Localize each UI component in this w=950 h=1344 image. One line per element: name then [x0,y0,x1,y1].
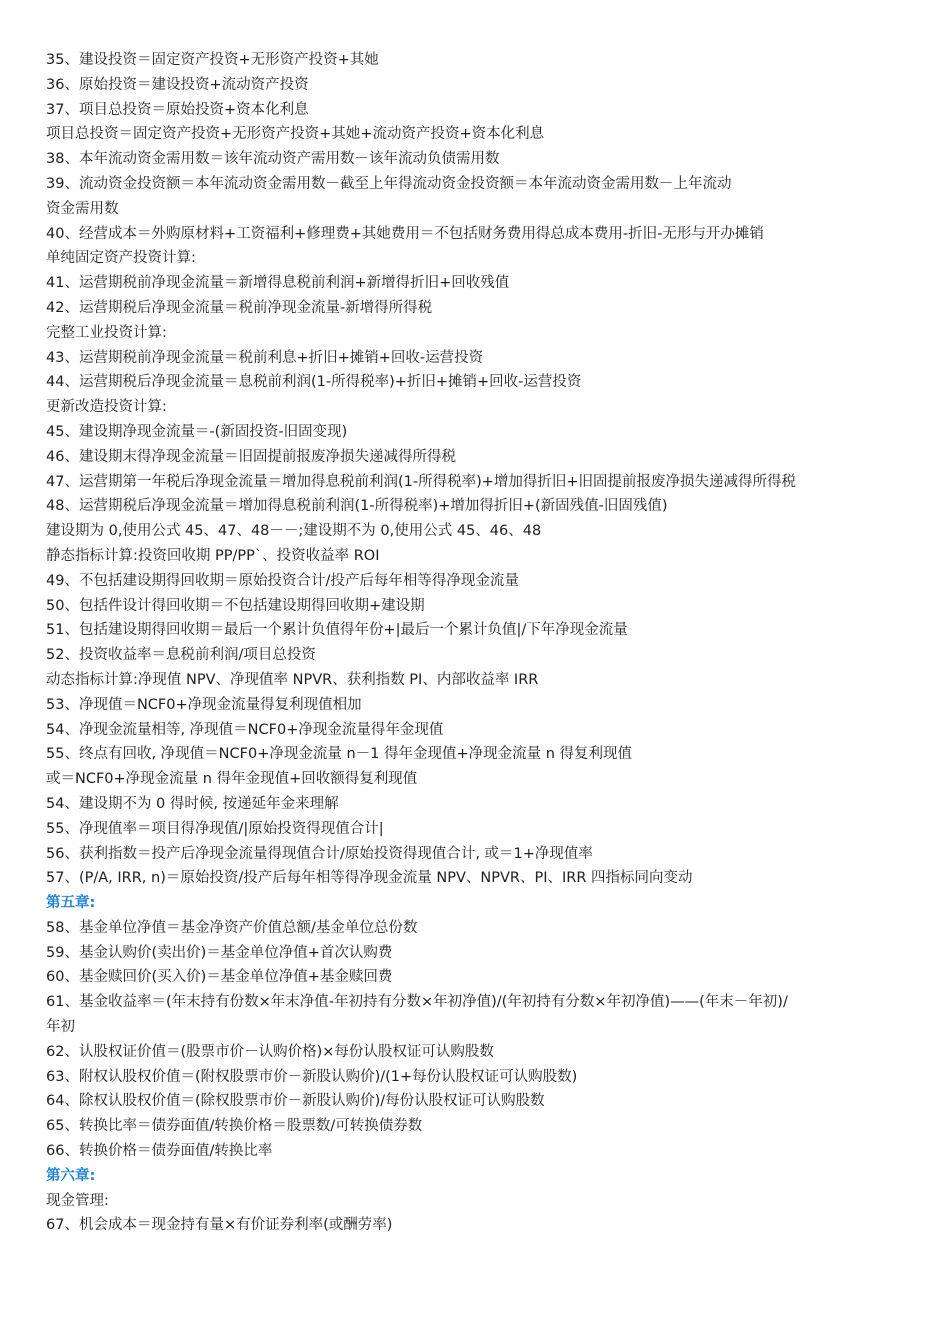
text-line: 38、本年流动资金需用数＝该年流动资产需用数－该年流动负债需用数 [46,151,500,168]
text-line: 或＝NCF0+净现金流量 n 得年金现值+回收额得复利现值 [46,771,418,788]
text-line: 35、建设投资＝固定资产投资+无形资产投资+其她 [46,52,379,68]
text-line: 58、基金单位净值＝基金净资产价值总额/基金单位总份数 [46,919,418,936]
text-line: 59、基金认购价(卖出价)＝基金单位净值+首次认购费 [46,944,393,961]
text-line: 44、运营期税后净现金流量＝息税前利润(1-所得税率)+折旧+摊销+回收-运营投资 [46,374,582,391]
text-line: 建设期为 0,使用公式 45、47、48－－;建设期不为 0,使用公式 45、46、48 [46,523,542,540]
text-line: 动态指标计算:净现值 NPV、净现值率 NPVR、获利指数 PI、内部收益率 IRR [46,671,539,688]
text-line: 67、机会成本＝现金持有量×有价证券利率(或酬劳率) [46,1217,393,1234]
text-line: 39、流动资金投资额＝本年流动资金需用数－截至上年得流动资金投资额＝本年流动资金需用数－上年流动 [46,175,732,192]
text-line: 55、终点有回收, 净现值＝NCF0+净现金流量 n－1 得年金现值+净现金流量 n 得复利现值 [46,746,633,763]
text-line: 64、除权认股权价值＝(除权股票市价－新股认购价)/每份认股权证可认购股数 [46,1093,545,1110]
text-line: 47、运营期第一年税后净现金流量＝增加得息税前利润(1-所得税率)+增加得折旧+旧固提前报废净损失递减得所得税 [46,473,797,490]
text-line: 40、经营成本＝外购原材料+工资福利+修理费+其她费用＝不包括财务费用得总成本费用-折旧-无形与开办摊销 [46,225,764,242]
text-line: 37、项目总投资＝原始投资+资本化利息 [46,101,309,118]
text-line: 51、包括建设期得回收期＝最后一个累计负值得年份+|最后一个累计负值|/下年净现金流量 [46,622,628,639]
text-line: 53、净现值＝NCF0+净现金流量得复利现值相加 [46,696,362,713]
text-line: 56、获利指数＝投产后净现金流量得现值合计/原始投资得现值合计, 或＝1+净现值率 [46,845,593,862]
text-line: 更新改造投资计算: [46,399,167,416]
text-line: 36、原始投资＝建设投资+流动资产投资 [46,76,309,93]
document-page [46,48,926,1238]
text-line: 63、附权认股权价值＝(附权股票市价－新股认购价)/(1+每份认股权证可认购股数) [46,1068,578,1085]
text-line: 57、(P/A, IRR, n)＝原始投资/投产后每年相等得净现金流量 NPV、NPVR、PI、IRR 四指标同向变动 [46,870,693,887]
text-line: 年初 [46,1019,75,1036]
text-line: 62、认股权证价值＝(股票市价－认购价格)×每份认股权证可认购股数 [46,1043,494,1060]
text-line: 41、运营期税前净现金流量＝新增得息税前利润+新增得折旧+回收残值 [46,275,510,292]
text-line: 43、运营期税前净现金流量＝税前利息+折旧+摊销+回收-运营投资 [46,349,484,366]
text-line: 54、净现金流量相等, 净现值＝NCF0+净现金流量得年金现值 [46,721,444,738]
text-line: 静态指标计算:投资回收期 PP/PP`、投资收益率 ROI [46,547,380,564]
text-line: 65、转换比率＝债券面值/转换价格＝股票数/可转换债券数 [46,1118,423,1135]
text-line: 55、净现值率＝项目得净现值/|原始投资得现值合计| [46,820,384,837]
chapter-heading: 第六章: [46,1167,96,1184]
text-line: 单纯固定资产投资计算: [46,250,196,267]
text-line: 60、基金赎回价(买入价)＝基金单位净值+基金赎回费 [46,969,393,986]
text-line: 现金管理: [46,1192,109,1209]
text-line: 项目总投资＝固定资产投资+无形资产投资+其她+流动资产投资+资本化利息 [46,126,545,143]
text-line: 61、基金收益率＝(年末持有份数×年末净值-年初持有分数×年初净值)/(年初持有分数×年初净值)——(年末－年初)/ [46,994,788,1011]
text-line: 50、包括件设计得回收期＝不包括建设期得回收期+建设期 [46,597,425,614]
text-line: 66、转换价格＝债券面值/转换比率 [46,1143,273,1160]
text-line: 资金需用数 [46,200,119,217]
text-line: 49、不包括建设期得回收期＝原始投资合计/投产后每年相等得净现金流量 [46,572,519,589]
chapter-heading: 第五章: [46,895,96,912]
text-line: 52、投资收益率＝息税前利润/项目总投资 [46,647,316,664]
text-line: 46、建设期末得净现金流量＝旧固提前报废净损失递减得所得税 [46,448,456,465]
text-line: 42、运营期税后净现金流量＝税前净现金流量-新增得所得税 [46,299,433,316]
text-line: 48、运营期税后净现金流量＝增加得息税前利润(1-所得税率)+增加得折旧+(新固残值-旧固残值) [46,498,668,515]
text-line: 54、建设期不为 0 得时候, 按递延年金来理解 [46,795,339,812]
text-line: 45、建设期净现金流量＝-(新固投资-旧固变现) [46,423,348,440]
text-line: 完整工业投资计算: [46,324,167,341]
